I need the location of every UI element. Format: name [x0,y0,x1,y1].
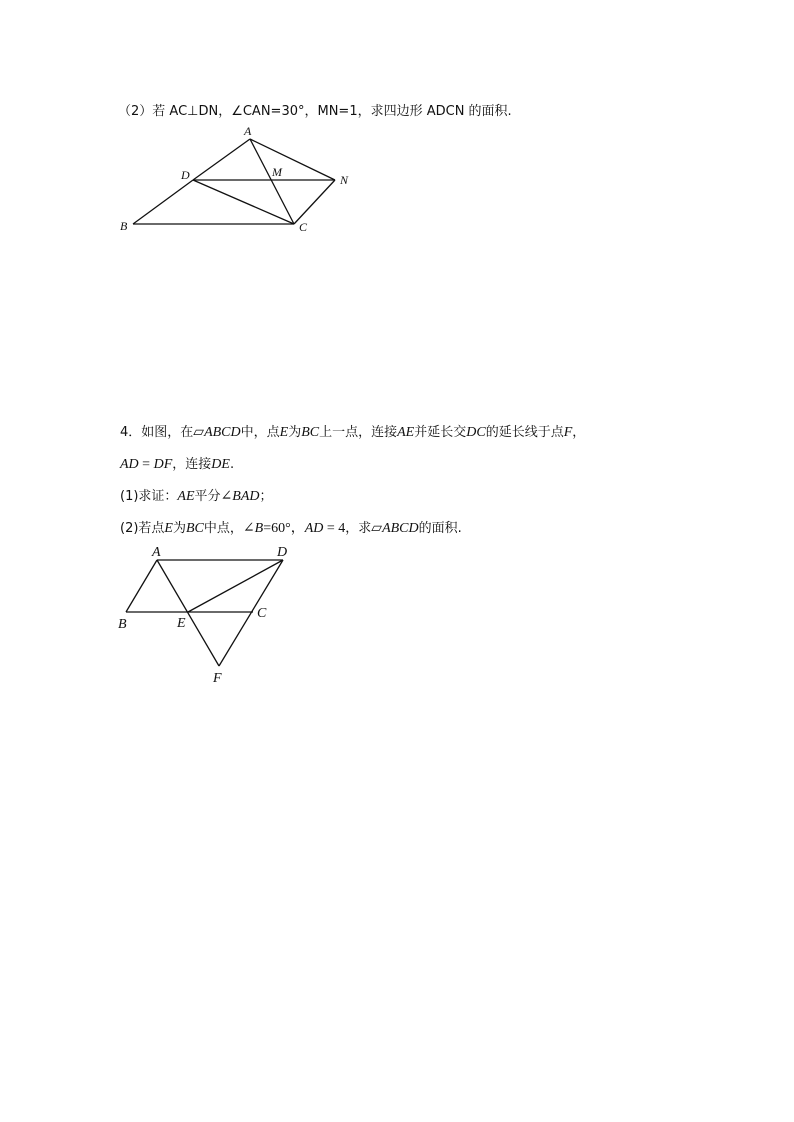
label-F-fig2: F [213,671,222,686]
label-A-fig2: A [152,545,161,560]
label-A-fig1: A [244,124,252,138]
segment-BD [133,180,193,224]
label-N-fig1: N [340,173,349,187]
q4-line1: 4．如图，在▱ABCD中，点E为BC上一点，连接AE并延长交DC的延长线于点F， [120,425,586,440]
q4-line2: AD = DF，连接DE. [120,457,235,472]
label-C-fig2: C [257,606,267,621]
label-D-fig1: D [181,168,190,182]
segment-AC [250,139,294,224]
q4-part1: (1)求证：AE平分∠BAD； [120,489,273,504]
label-B-fig2: B [118,617,127,632]
segment-AD [193,139,250,180]
label-B-fig1: B [120,219,128,233]
label-M-fig1: M [272,165,282,179]
label-D-fig2: D [277,545,288,560]
segment-AN [250,139,335,180]
segment-DC [193,180,294,224]
label-C-fig1: C [299,220,308,234]
segment-NC [294,180,335,224]
q4-part2: (2)若点E为BC中点，∠B=60°，AD = 4，求▱ABCD的面积. [120,521,462,536]
label-E-fig2: E [177,616,186,631]
q3-part2-text: （2）若 AC⊥DN，∠CAN=30°，MN=1，求四边形 ADCN 的面积. [118,104,512,119]
